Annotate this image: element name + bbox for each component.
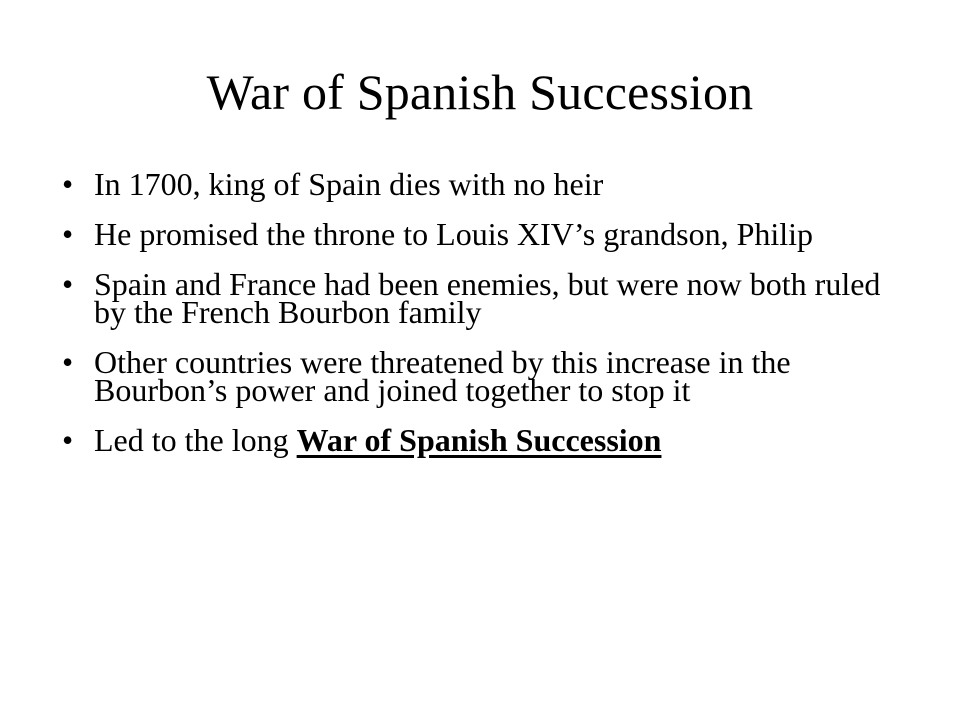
bullet-text: Other countries were threatened by this increase in the Bourbon’s power and joined together to stop it — [94, 344, 791, 408]
bullet-icon: • — [62, 266, 74, 302]
bullet-item — [62, 166, 902, 202]
bullet-item — [62, 344, 902, 408]
bullet-item — [62, 266, 902, 330]
bullet-list — [62, 166, 902, 476]
emphasized-term: War of Spanish Succession — [296, 422, 662, 458]
bullet-icon: • — [62, 422, 74, 458]
bullet-text: Led to the long — [94, 422, 297, 458]
bullet-text: He promised the throne to Louis XIV’s grandson, Philip — [94, 216, 814, 252]
bullet-item — [62, 422, 902, 458]
bullet-icon: • — [62, 344, 74, 380]
bullet-icon: • — [62, 216, 74, 252]
bullet-text: In 1700, king of Spain dies with no heir — [94, 166, 604, 202]
bullet-icon: • — [62, 166, 74, 202]
bullet-text: Spain and France had been enemies, but were now both ruled by the French Bourbon family — [94, 266, 881, 330]
slide-title: War of Spanish Succession — [206, 64, 754, 120]
bullet-item — [62, 216, 902, 252]
